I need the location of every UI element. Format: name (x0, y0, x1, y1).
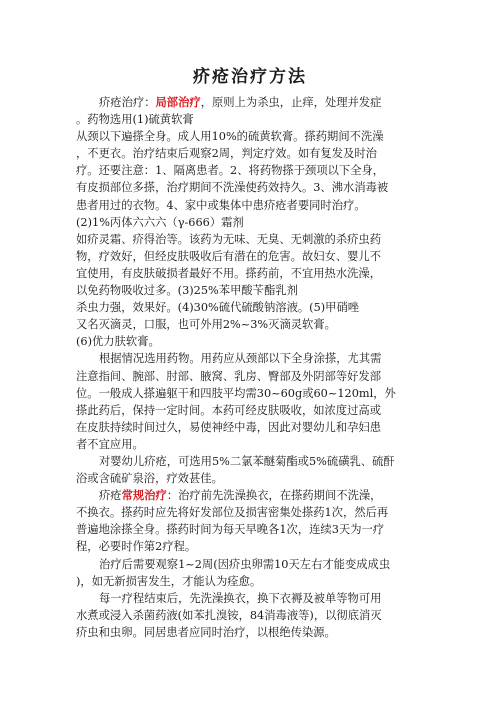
paragraph-line: 不换衣。搽药时应先将好发部位及损害密集处搽药1次，然后再 (76, 506, 389, 520)
paragraph-line: 从颈以下遍搽全身。成人用10%的硫黄软膏。搽药期间不洗澡 (76, 130, 384, 144)
paragraph-line: 者不宜应用。 (76, 437, 144, 451)
document-body (76, 94, 427, 641)
section-a (76, 128, 427, 350)
paragraph-line: 如疥灵霜、疥得治等。该药为无味、无臭、无刺激的杀疥虫药 (76, 232, 382, 246)
paragraph-line: 杀虫力强，效果好。(4)30%硫代硫酸钠溶液。(5)甲硝唑 (76, 301, 360, 315)
p4-rest: ：治疗前先洗澡换衣，在搽药期间不洗澡， (166, 489, 382, 503)
paragraph-line: 疗。还要注意：1、隔离患者。2、将药物搽于颈项以下全身， (76, 164, 385, 178)
paragraph-line: 在皮肤持续时间过久，易使神经中毒，因此对婴幼儿和孕妇患 (76, 420, 382, 434)
paragraph-line: 浴或含硫矿泉浴，疗效甚佳。 (76, 472, 223, 486)
highlight-routine-treatment: 常规治疗 (121, 488, 167, 503)
section-d (76, 487, 427, 555)
paragraph-line: 患者用过的衣物。4、家中或集体中患疥疮者要同时治疗。 (76, 198, 366, 212)
paragraph-line: 普遍地涂搽全身。搽药时间为每天早晚各1次，连续3天为一疗 (76, 523, 385, 537)
section-b (76, 350, 427, 453)
paragraph-line (76, 94, 427, 111)
paragraph-line: (6)优力肤软膏。 (76, 335, 160, 349)
paragraph-line: 又名灭滴灵，口服，也可外用2%~3%灭滴灵软膏。 (76, 318, 336, 332)
paragraph-line: 物，疗效好，但经皮肤吸收后有潜在的危害。故妇女、婴儿不 (76, 249, 382, 263)
paragraph-line: (2)1%丙体六六六（γ-666）霜剂 (76, 215, 244, 229)
paragraph-line: )，如无新损害发生，才能认为痊愈。 (76, 574, 262, 588)
paragraph-line (76, 487, 427, 504)
paragraph-line: 程，必要时作第2疗程。 (76, 540, 197, 554)
p1-lead: 疥疮治疗： (99, 96, 156, 109)
paragraph-line: 注意指间、腕部、肘部、腋窝、乳房、臀部及外阴部等好发部 (76, 369, 382, 383)
section-c (76, 453, 427, 487)
paragraph-line: 水煮或浸入杀菌药液(如苯扎溴铵，84消毒液等)，以彻底消灭 (76, 608, 382, 622)
paragraph-line: 以免药物吸收过多。(3)25%苯甲酸苄酯乳剂 (76, 284, 298, 298)
paragraph-line: 。药物选用(1)硫黄软膏 (76, 113, 194, 127)
paragraph-line: 宜使用，有皮肤破损者最好不用。搽药前，不宜用热水洗澡， (76, 266, 382, 280)
p1-rest: ，原则上为杀虫，止痒，处理并发症 (200, 96, 382, 109)
paragraph-line: 每一疗程结束后，先洗澡换衣，换下衣褥及被单等物可用 (99, 591, 382, 605)
paragraph-line: 疥虫和虫卵。同居患者应同时治疗，以根绝传染源。 (76, 625, 336, 639)
paragraph-line: ，不更衣。治疗结束后观察2周，判定疗效。如有复发及时治 (76, 147, 377, 161)
paragraph-line: 对婴幼儿疥疮，可选用5%二氯苯醚菊酯或5%硫磺乳、硫酐 (99, 454, 395, 468)
paragraph-line: 根据情况选用药物。用药应从颈部以下全身涂搽，尤其需 (99, 352, 382, 366)
paragraph-line: 搽此药后，保持一定时间。本药可经皮肤吸收，如浓度过高或 (76, 403, 382, 417)
paragraph-line: 位。一般成人搽遍躯干和四肢平均需30~60g或60~120ml，外 (76, 386, 396, 400)
section-e (76, 556, 427, 590)
paragraph-line: 有皮损部位多搽，治疗期间不洗澡使药效持久。3、沸水消毒被 (76, 181, 389, 195)
highlight-local-treatment: 局部治疗 (155, 95, 201, 109)
p4-lead: 疥疮 (99, 489, 122, 503)
section-f (76, 590, 427, 641)
document-title: 疥疮治疗方法 (193, 67, 307, 87)
paragraph-line: 治疗后需要观察1~2周(因疥虫卵需10天左右才能变成成虫 (99, 557, 391, 571)
